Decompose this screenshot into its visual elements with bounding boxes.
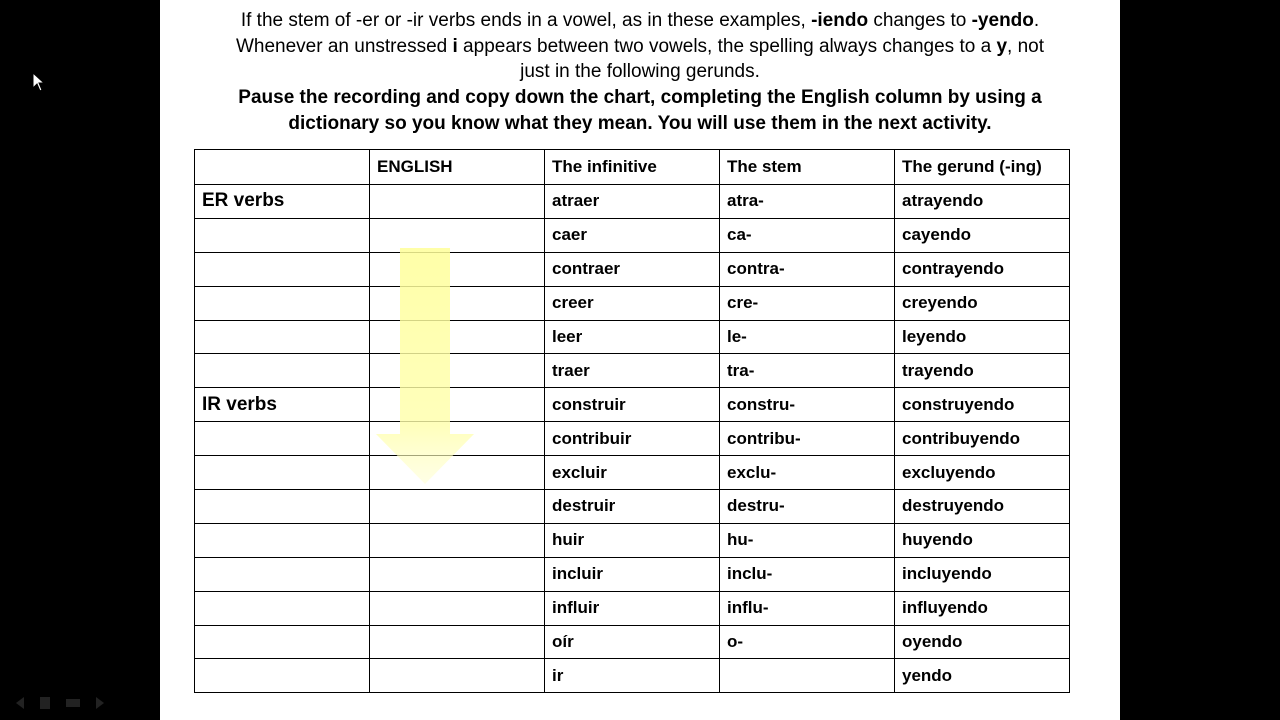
mouse-pointer-icon [32, 72, 46, 92]
gerund-cell: cayendo [895, 218, 1070, 252]
gerund-cell: huyendo [895, 523, 1070, 557]
infinitive-cell: construir [545, 388, 720, 422]
intro-line-3: just in the following gerunds. [520, 61, 760, 82]
gerund-cell: atrayendo [895, 185, 1070, 219]
gerund-cell: influyendo [895, 591, 1070, 625]
category-cell [195, 456, 370, 490]
stem-cell: hu- [720, 523, 895, 557]
gerund-cell: yendo [895, 659, 1070, 693]
gerund-cell: oyendo [895, 625, 1070, 659]
english-cell [370, 422, 545, 456]
infinitive-cell: excluir [545, 456, 720, 490]
stem-cell: influ- [720, 591, 895, 625]
gerund-cell: excluyendo [895, 456, 1070, 490]
table-row [195, 659, 1070, 693]
table-row [195, 286, 1070, 320]
intro-line-1: If the stem of -er or -ir verbs ends in a vowel, as in these examples, -iendo changes to -yendo. [240, 10, 1040, 31]
table-row [195, 185, 1070, 219]
english-cell [370, 591, 545, 625]
infinitive-cell: leer [545, 320, 720, 354]
infinitive-cell: contraer [545, 252, 720, 286]
category-cell [195, 354, 370, 388]
header-cell-gerund: The gerund (-ing) [895, 150, 1070, 185]
english-cell [370, 625, 545, 659]
stem-cell: o- [720, 625, 895, 659]
table-row [195, 591, 1070, 625]
category-cell [195, 490, 370, 524]
header-cell-category [195, 150, 370, 185]
stem-cell: constru- [720, 388, 895, 422]
table-row [195, 456, 1070, 490]
stem-cell [720, 659, 895, 693]
gerund-cell: contrayendo [895, 252, 1070, 286]
instructions [160, 85, 1120, 136]
infinitive-cell: influir [545, 591, 720, 625]
gerund-cell: contribuyendo [895, 422, 1070, 456]
english-cell [370, 388, 545, 422]
category-cell [195, 252, 370, 286]
stem-cell: tra- [720, 354, 895, 388]
presentation-toolbar[interactable] [12, 693, 122, 713]
table-row [195, 252, 1070, 286]
category-cell [195, 320, 370, 354]
header-cell-infinitive: The infinitive [545, 150, 720, 185]
gerund-cell: destruyendo [895, 490, 1070, 524]
infinitive-cell: oír [545, 625, 720, 659]
english-cell [370, 286, 545, 320]
infinitive-cell: ir [545, 659, 720, 693]
infinitive-cell: destruir [545, 490, 720, 524]
table-row [195, 320, 1070, 354]
english-cell [370, 523, 545, 557]
category-cell: ER verbs [195, 185, 370, 219]
infinitive-cell: atraer [545, 185, 720, 219]
english-cell [370, 252, 545, 286]
infinitive-cell: contribuir [545, 422, 720, 456]
stem-cell: contribu- [720, 422, 895, 456]
table-row [195, 557, 1070, 591]
slide [160, 0, 1120, 720]
table-row [195, 218, 1070, 252]
header-cell-english: ENGLISH [370, 150, 545, 185]
stem-cell: contra- [720, 252, 895, 286]
header-row [195, 150, 1070, 185]
english-cell [370, 185, 545, 219]
gerund-cell: leyendo [895, 320, 1070, 354]
english-cell [370, 557, 545, 591]
stem-cell: ca- [720, 218, 895, 252]
table-row [195, 490, 1070, 524]
category-cell [195, 286, 370, 320]
english-cell [370, 218, 545, 252]
table-row [195, 422, 1070, 456]
table-row [195, 388, 1070, 422]
english-cell [370, 490, 545, 524]
stem-cell: inclu- [720, 557, 895, 591]
header-cell-stem: The stem [720, 150, 895, 185]
category-cell [195, 625, 370, 659]
verb-chart [194, 149, 1070, 693]
table-row [195, 354, 1070, 388]
gerund-cell: trayendo [895, 354, 1070, 388]
table-row [195, 523, 1070, 557]
category-cell [195, 591, 370, 625]
category-cell [195, 659, 370, 693]
stem-cell: atra- [720, 185, 895, 219]
gerund-cell: creyendo [895, 286, 1070, 320]
stem-cell: exclu- [720, 456, 895, 490]
instructions-line-1: Pause the recording and copy down the chart, completing the English column by using a [238, 87, 1042, 108]
english-cell [370, 659, 545, 693]
stem-cell: cre- [720, 286, 895, 320]
instructions-line-2: dictionary so you know what they mean. You will use them in the next activity. [288, 112, 992, 134]
infinitive-cell: creer [545, 286, 720, 320]
category-cell [195, 523, 370, 557]
gerund-cell: incluyendo [895, 557, 1070, 591]
english-cell [370, 320, 545, 354]
stem-cell: destru- [720, 490, 895, 524]
category-cell: IR verbs [195, 388, 370, 422]
intro-line-2: Whenever an unstressed i appears between two vowels, the spelling always changes to a y, not [235, 35, 1044, 57]
gerund-cell: construyendo [895, 388, 1070, 422]
infinitive-cell: huir [545, 523, 720, 557]
english-cell [370, 456, 545, 490]
infinitive-cell: traer [545, 354, 720, 388]
infinitive-cell: caer [545, 218, 720, 252]
category-cell [195, 218, 370, 252]
infinitive-cell: incluir [545, 557, 720, 591]
category-cell [195, 422, 370, 456]
intro-text [160, 8, 1120, 85]
table-row [195, 625, 1070, 659]
stem-cell: le- [720, 320, 895, 354]
english-cell [370, 354, 545, 388]
category-cell [195, 557, 370, 591]
